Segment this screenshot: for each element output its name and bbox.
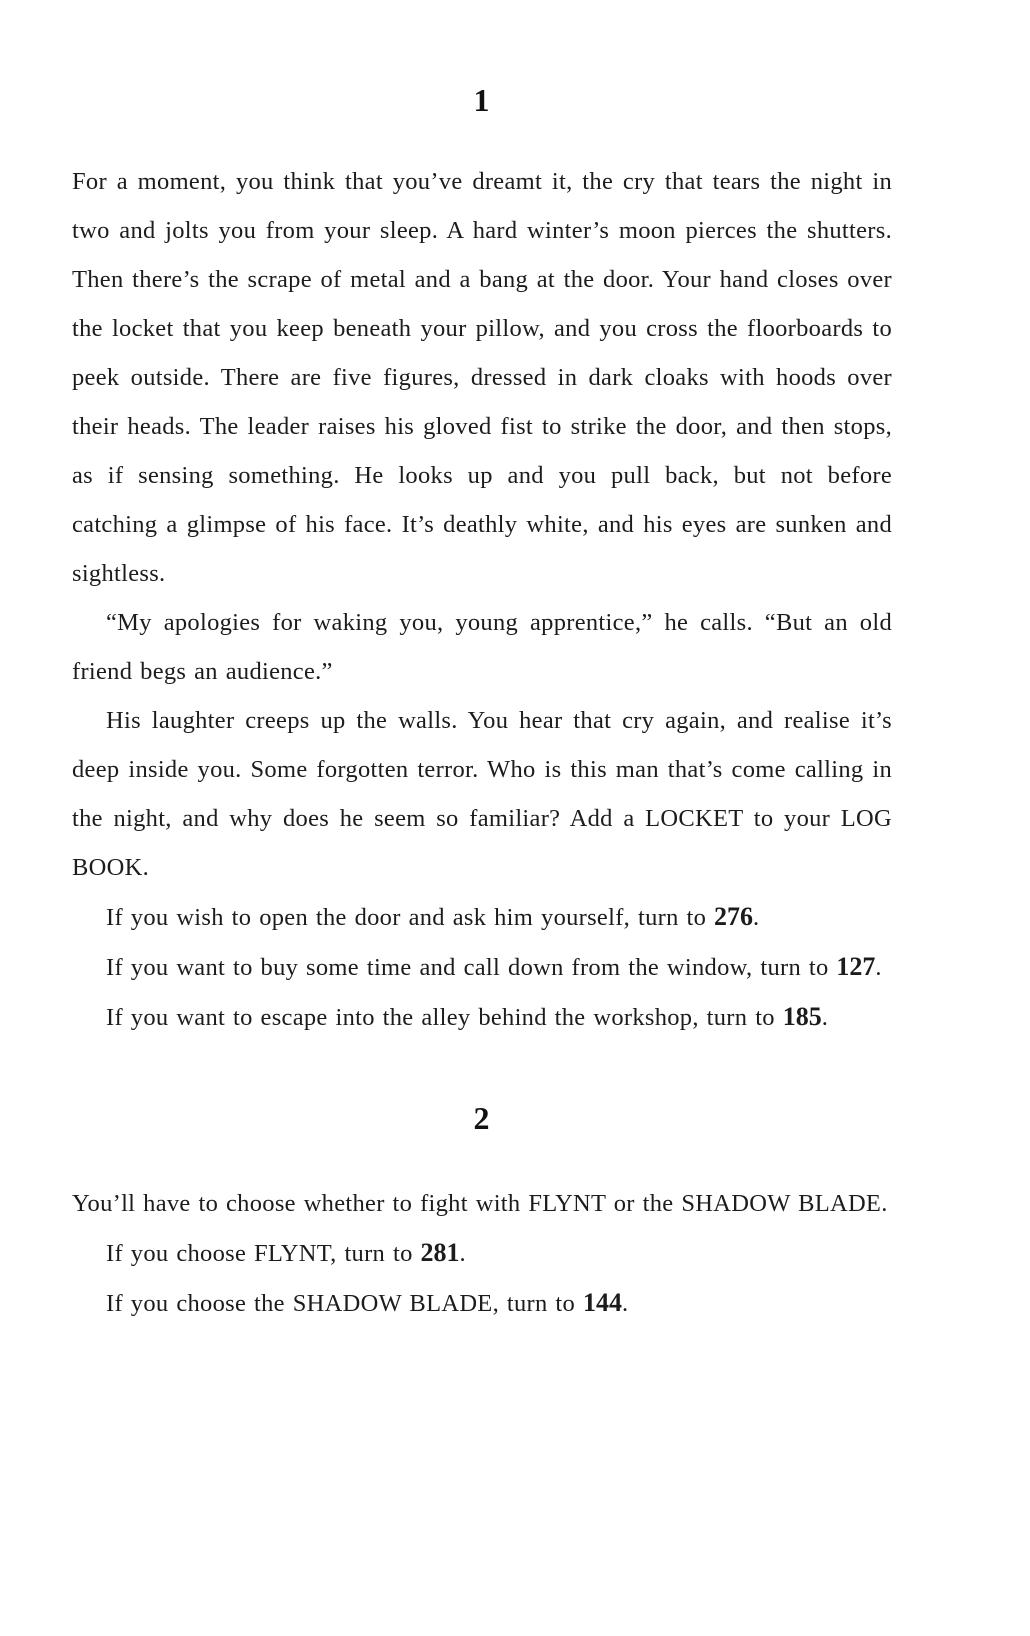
paragraph: “My apologies for waking you, young apprentice,” he calls. “But an old friend begs an audience.”: [72, 609, 892, 685]
paragraph: For a moment, you think that you’ve dreamt it, the cry that tears the night in two and jolts you from your sleep. A hard winter’s moon pierces the shutters. Then there’s the scrape of metal and a bang at the door. Your hand closes over the locket that you keep beneath your pillow, and you cross the floorboards to peek outside. There are five figures, dressed in dark cloaks with hoods over their heads. The leader raises his gloved fist to strike the door, and then stops, as if sensing something. He looks up and you pull back, but not before catching a glimpse of his face. It’s deathly white, and his eyes are sunken and sightless.: [72, 168, 892, 587]
choice-line: [72, 892, 892, 942]
choice-line: [72, 942, 892, 992]
choice-text-end: .: [459, 1240, 466, 1267]
choice-line: [72, 1228, 892, 1278]
choice-text-end: .: [753, 904, 760, 931]
choice-text-end: .: [821, 1004, 829, 1031]
turn-to-number: 276: [714, 902, 754, 931]
section-1-number: 1: [473, 82, 491, 118]
section-1: [72, 82, 892, 1042]
turn-to-number: 144: [582, 1288, 622, 1317]
choice-text: If you choose the SHADOW BLADE, turn to: [106, 1290, 583, 1317]
choice-text: If you choose FLYNT, turn to: [106, 1240, 421, 1267]
turn-to-number: 281: [420, 1238, 460, 1267]
choice-text-end: .: [621, 1290, 629, 1317]
section-2-number: 2: [473, 1100, 491, 1136]
choice-text: If you want to buy some time and call down from the window, turn to: [106, 954, 837, 981]
section-2: [72, 1100, 892, 1328]
turn-to-number: 127: [836, 952, 876, 981]
turn-to-number: 185: [782, 1002, 822, 1031]
choice-line: [72, 1278, 892, 1328]
paragraph: You’ll have to choose whether to fight with FLYNT or the SHADOW BLADE.: [72, 1190, 888, 1217]
paragraph: His laughter creeps up the walls. You hear that cry again, and realise it’s deep inside you. Some forgotten terror. Who is this man that’s come calling in the night, and why does he seem so familiar? Add a LOCKET to your LOG BOOK.: [72, 707, 892, 881]
choice-text: If you wish to open the door and ask him yourself, turn to: [106, 904, 715, 931]
choice-text-end: .: [875, 954, 882, 981]
choice-text: If you want to escape into the alley behind the workshop, turn to: [106, 1004, 783, 1031]
choice-line: [72, 992, 892, 1042]
